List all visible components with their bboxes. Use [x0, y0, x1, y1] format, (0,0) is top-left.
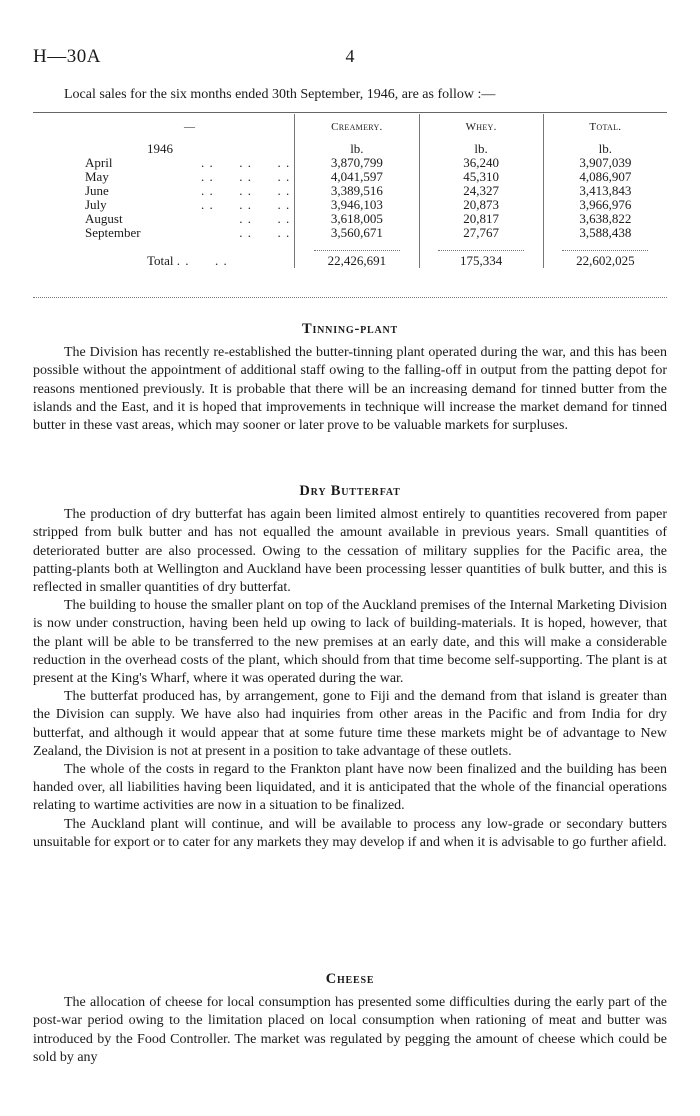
document-reference: H—30A [33, 46, 101, 67]
section-dry-butterfat [33, 482, 667, 852]
table-row: April . . . . . . 3,870,799 36,240 3,907,039 [85, 156, 667, 170]
table-header-row [85, 114, 667, 142]
paragraph: The production of dry butterfat has again been limited almost entirely to quantities recovered from paper stripped from bulk butter and has not equalled the amount available in previous years. Small quantities of deteriorated butter are also processed. Owing to the cessation of military supplies for the Pacific area, the patting-plants both at Wellington and Auckland have been processing lesser quantities of bulk butter, and this is reflected in smaller quantities of dry butterfat. [33, 507, 667, 596]
whey-value: 27,767 [419, 226, 543, 240]
sum-line-row [85, 240, 667, 254]
whey-total: 175,334 [419, 254, 543, 268]
grand-total: 22,602,025 [543, 254, 667, 268]
page-number: 4 [345, 46, 355, 66]
total-value: 3,966,976 [543, 198, 667, 212]
units-row [85, 142, 667, 156]
total-row: Total . . . . 22,426,691 175,334 22,602,025 [85, 254, 667, 268]
month-label: August [85, 211, 123, 226]
month-label: July [85, 197, 107, 212]
whey-value: 24,327 [419, 184, 543, 198]
table-row: June . . . . . . 3,389,516 24,327 3,413,843 [85, 184, 667, 198]
creamery-total: 22,426,691 [295, 254, 419, 268]
column-header-whey: Whey. [419, 114, 543, 142]
section-cheese [33, 970, 667, 1067]
section-heading: Cheese [325, 971, 375, 987]
unit-whey: lb. [419, 142, 543, 156]
paragraph: The butterfat produced has, by arrangement, gone to Fiji and the demand from that island is greater than the Division can supply. We have also had inquiries from other areas in the Pacific and from India for dry butterfat, and although it would appear that at some future time these markets might be of advantage to New Zealand, the Division is not at present in a position to take advantage of these outlets. [33, 689, 667, 759]
whey-value: 20,873 [419, 198, 543, 212]
column-header-total: Total. [543, 114, 667, 142]
table-bottom-rule [33, 297, 667, 298]
paragraph: The building to house the smaller plant on top of the Auckland premises of the Internal Marketing Division is now under construction, having been held up owing to lack of building-materials. It is hoped, however, that the plant will be able to be transferred to the new premises at an early date, and this will make a considerable reduction in the overhead costs of the plant, which should from that time become self-supporting. The plant is at present at the King's Wharf, where it was operated during the war. [33, 598, 667, 687]
section-tinning-plant [33, 320, 667, 435]
creamery-value: 4,041,597 [295, 170, 419, 184]
month-label: April [85, 155, 113, 170]
corner-header: — [183, 121, 196, 133]
creamery-value: 3,389,516 [295, 184, 419, 198]
creamery-value: 3,946,103 [295, 198, 419, 212]
paragraph: The Division has recently re-established the butter-tinning plant operated during the war, and this has been possible without the appointment of additional staff owing to the falling-off in output from the patting depot for reasons mentioned previously. It is probable that there will be an increasing demand for tinned butter from the islands and the East, and it is hoped that improvements in technique will increase the market demand for tinned butter in these vast areas, which may sooner or later prove to be valuable markets for surpluses. [33, 345, 667, 434]
paragraph: The Auckland plant will continue, and will be available to process any low-grade or secondary butters unsuitable for export or to cater for any markets they may develop if and when it is advisable to go further afield. [33, 816, 667, 850]
whey-value: 20,817 [419, 212, 543, 226]
table-row: September . . . . 3,560,671 27,767 3,588,438 [85, 226, 667, 240]
month-label: June [85, 183, 109, 198]
total-value: 3,638,822 [543, 212, 667, 226]
table-row: May . . . . . . 4,041,597 45,310 4,086,907 [85, 170, 667, 184]
unit-creamery: lb. [295, 142, 419, 156]
whey-value: 45,310 [419, 170, 543, 184]
page-header [33, 46, 667, 70]
section-heading: Tinning-plant [301, 321, 399, 337]
table-row: August . . . . 3,618,005 20,817 3,638,822 [85, 212, 667, 226]
creamery-value: 3,560,671 [295, 226, 419, 240]
year-label: 1946 [147, 141, 173, 156]
total-value: 3,907,039 [543, 156, 667, 170]
total-value: 3,588,438 [543, 226, 667, 240]
section-heading: Dry Butterfat [299, 483, 401, 499]
unit-total: lb. [543, 142, 667, 156]
table-row: July . . . . . . 3,946,103 20,873 3,966,976 [85, 198, 667, 212]
paragraph: The allocation of cheese for local consumption has presented some difficulties during the early part of the post-war period owing to the limitation placed on local consumption when rationing of meat and butter was introduced by the Food Controller. The market was regulated by pegging the amount of cheese which could be sold by any [33, 995, 667, 1065]
creamery-value: 3,618,005 [295, 212, 419, 226]
whey-value: 36,240 [419, 156, 543, 170]
sales-table [85, 114, 667, 268]
total-value: 4,086,907 [543, 170, 667, 184]
month-label: May [85, 169, 109, 184]
table-top-rule [33, 112, 667, 113]
total-value: 3,413,843 [543, 184, 667, 198]
paragraph: The whole of the costs in regard to the Frankton plant have now been finalized and the building has been handed over, all liabilities having been liquidated, and it is anticipated that the whole of the financial operations relating to wartime activities are now in a situation to be finalized. [33, 762, 667, 814]
column-header-creamery: Creamery. [295, 114, 419, 142]
total-label: Total [147, 253, 174, 268]
table-intro: Local sales for the six months ended 30th September, 1946, are as follow :— [64, 87, 496, 102]
creamery-value: 3,870,799 [295, 156, 419, 170]
month-label: September [85, 225, 141, 240]
